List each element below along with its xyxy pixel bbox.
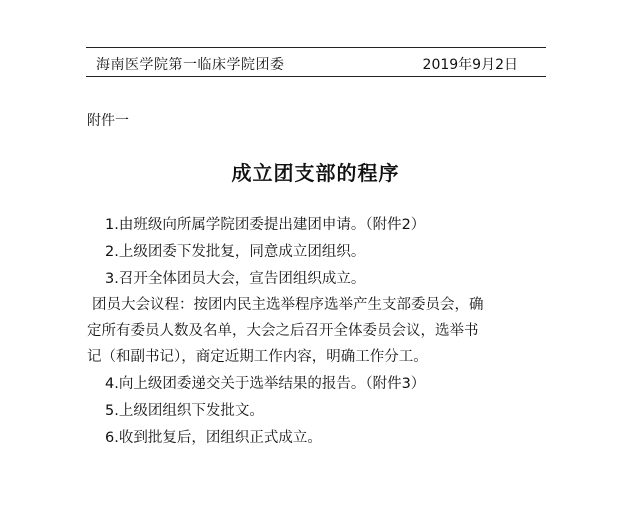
- step-item: 5.上级团组织下发批文。: [105, 403, 264, 419]
- step-item: 1.由班级向所属学院团委提出建团申请。（附件2）: [105, 217, 426, 233]
- meeting-paragraph-line: 定所有委员人数及名单，大会之后召开全体委员会议，选举书: [87, 323, 479, 339]
- header-date: 2019年9月2日: [422, 57, 518, 73]
- document-title: 成立团支部的程序: [231, 161, 400, 185]
- header-organization: 海南医学院第一临床学院团委: [96, 57, 285, 73]
- document-header: [86, 47, 546, 77]
- meeting-paragraph-line: 团员大会议程：按团内民主选举程序选举产生支部委员会，确: [92, 297, 484, 313]
- step-item: 6.收到批复后，团组织正式成立。: [105, 430, 322, 446]
- step-item: 4.向上级团委递交关于选举结果的报告。（附件3）: [105, 376, 426, 392]
- step-item: 3.召开全体团员大会，宣告团组织成立。: [105, 271, 366, 287]
- step-item: 2.上级团委下发批复，同意成立团组织。: [105, 244, 366, 260]
- meeting-paragraph-line: 记（和副书记），商定近期工作内容，明确工作分工。: [87, 349, 428, 365]
- attachment-label: 附件一: [87, 113, 129, 129]
